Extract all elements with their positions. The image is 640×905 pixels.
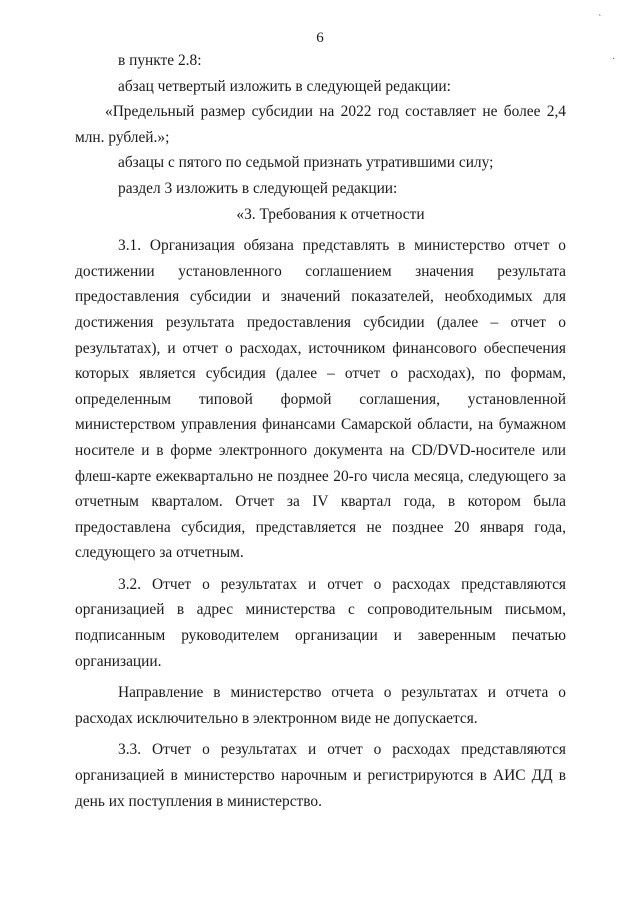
section-heading: «3. Требования к отчетности (236, 205, 425, 223)
paragraph-3-2: 3.2. Отчет о результатах и отчет о расходах представляются организацией в адрес министерства с сопроводительным письмом, подписанным руководителем организации и заверенным печатью организации. (75, 575, 566, 670)
paragraph-section-instruction: раздел 3 изложить в следующей редакции: (118, 179, 398, 197)
paragraph-3-1: 3.1. Организация обязана представлять в министерство отчет о достижении установленного соглашением значения результата предоставления субсидии и значений показателей, необходимых для достижения результата предоставления субсидии (далее – отчет о результатах), и отчет о расходах, источником финансового обеспечения которых является субсидия (далее – отчет о расходах), по формам, определенным типовой формой соглашения, установленной министерством управления финансами Самарской области, на бумажном носителе и в форме электронного документа на CD/DVD-носителе или флеш-карте ежеквартально не позднее 20-го числа месяца, следующего за отчетным кварталом. Отчет за IV квартал года, в котором была предоставлена субсидия, представляется не позднее 20 января года, следующего за отчетным. (75, 237, 566, 562)
paragraph-point-reference: в пункте 2.8: (118, 52, 202, 69)
paragraph-subsidy-limit: «Предельный размер субсидии на 2022 год составляет не более 2,4 млн. рублей.»; (75, 103, 566, 146)
scan-speck: ˋ (598, 14, 602, 25)
paragraph-repeal: абзацы с пятого по седьмой признать утратившими силу; (118, 154, 494, 172)
paragraph-amend-instruction: абзац четвертый изложить в следующей редакции: (118, 77, 451, 95)
scan-speck: · (612, 54, 616, 65)
document-body (75, 48, 566, 814)
page-number: 6 (316, 30, 324, 46)
paragraph-electronic-only: Направление в министерство отчета о результатах и отчета о расходах исключительно в электронном виде не допускается. (75, 684, 566, 727)
paragraph-3-3: 3.3. Отчет о результатах и отчет о расходах представляются организацией в министерство нарочным и регистрируются в АИС ДД в день их поступления в министерство. (75, 741, 566, 810)
